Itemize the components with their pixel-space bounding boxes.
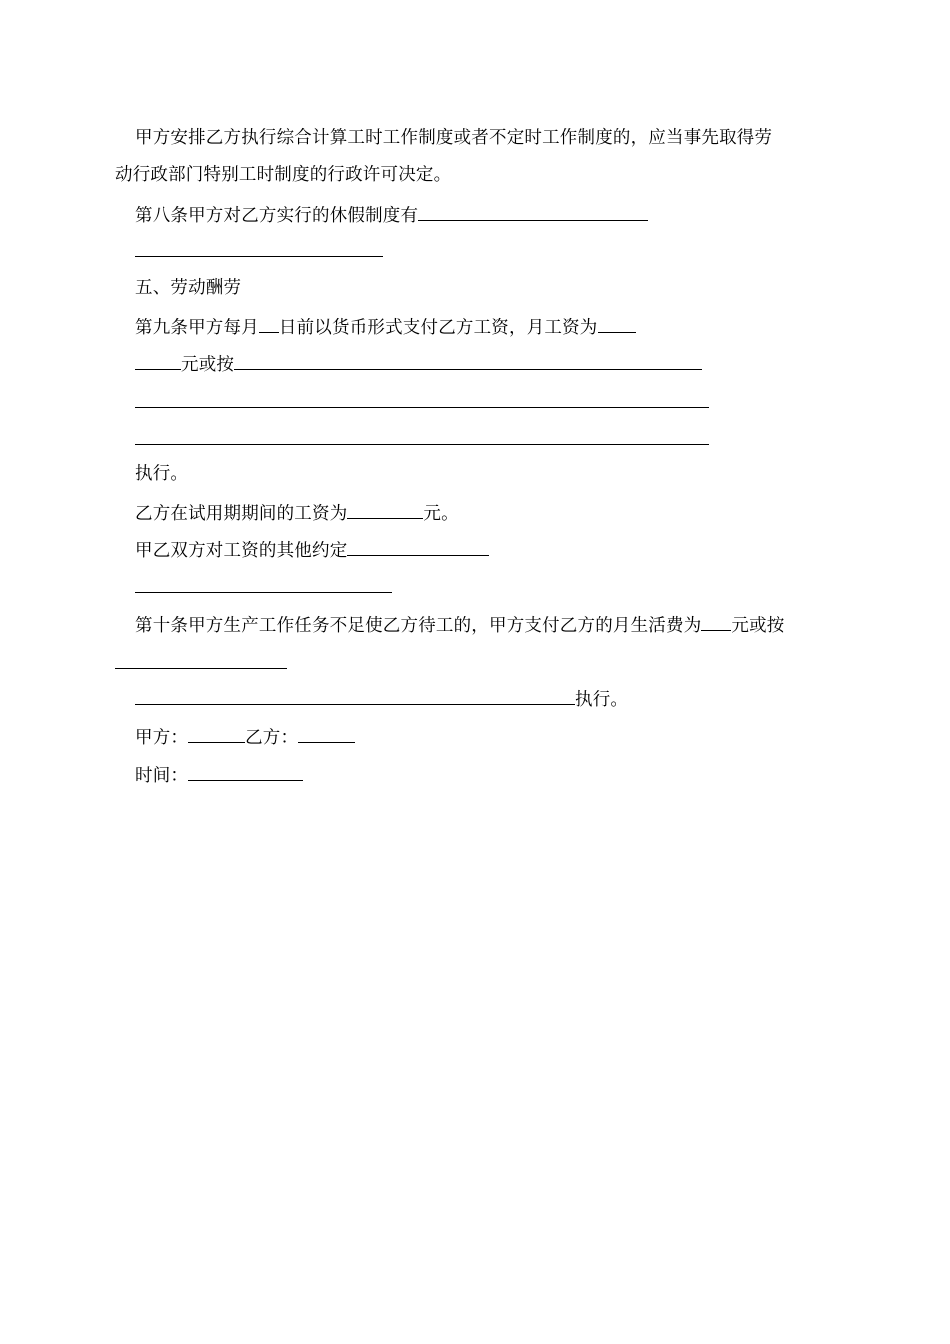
fill-blank[interactable]	[347, 537, 489, 556]
article-9-continued	[135, 351, 702, 377]
article-9	[135, 314, 636, 340]
article-9-text-c: 元或按	[181, 355, 235, 375]
section-5-title: 五、劳动酬劳	[135, 278, 242, 298]
article-9-text-b: 日前以货币形式支付乙方工资，月工资为	[278, 318, 598, 338]
fill-blank[interactable]	[418, 202, 648, 221]
fill-blank[interactable]	[135, 686, 575, 705]
fill-blank[interactable]	[135, 351, 181, 370]
execute-text: 执行。	[135, 464, 189, 484]
article-10-text-b: 元或按	[731, 616, 785, 636]
other-agreement-continued	[135, 574, 392, 600]
probation-wage	[135, 500, 459, 526]
article-8-continued	[135, 238, 383, 264]
party-b-label: 乙方：	[245, 728, 299, 748]
fill-blank[interactable]	[135, 389, 709, 408]
signature-line	[135, 724, 355, 750]
execute-text: 执行。	[575, 690, 629, 710]
fill-blank[interactable]	[259, 314, 279, 333]
blank-line	[135, 389, 709, 415]
party-b-blank[interactable]	[298, 724, 355, 743]
fill-blank[interactable]	[135, 238, 383, 257]
fill-blank[interactable]	[135, 426, 709, 445]
fill-blank[interactable]	[347, 500, 423, 519]
paragraph-line	[135, 126, 772, 150]
other-agreement-text: 甲乙双方对工资的其他约定	[135, 541, 348, 561]
party-a-blank[interactable]	[188, 724, 245, 743]
section-heading	[135, 276, 241, 300]
article-10	[135, 612, 785, 638]
fill-blank[interactable]	[701, 612, 731, 631]
probation-text-b: 元。	[423, 504, 459, 524]
article-10-text: 第十条甲方生产工作任务不足使乙方待工的，甲方支付乙方的月生活费为	[135, 616, 702, 636]
execute-line	[135, 462, 188, 486]
paragraph-text: 动行政部门特别工时制度的行政许可决定。	[115, 165, 452, 185]
time-label: 时间：	[135, 766, 189, 786]
article-8-text: 第八条甲方对乙方实行的休假制度有	[135, 206, 419, 226]
blank-line	[135, 426, 709, 452]
date-line	[135, 762, 303, 788]
article-8	[135, 202, 648, 228]
time-blank[interactable]	[188, 762, 303, 781]
paragraph-line	[115, 163, 451, 187]
article-10-continued	[115, 650, 287, 676]
other-agreement	[135, 537, 489, 563]
paragraph-text: 甲方安排乙方执行综合计算工时工作制度或者不定时工作制度的，应当事先取得劳	[135, 128, 773, 148]
article-9-text-a: 第九条甲方每月	[135, 318, 259, 338]
fill-blank[interactable]	[598, 314, 636, 333]
fill-blank[interactable]	[135, 574, 392, 593]
fill-blank[interactable]	[115, 650, 287, 669]
probation-text-a: 乙方在试用期期间的工资为	[135, 504, 348, 524]
fill-blank[interactable]	[234, 351, 702, 370]
article-10-execute	[135, 686, 628, 712]
party-a-label: 甲方：	[135, 728, 189, 748]
